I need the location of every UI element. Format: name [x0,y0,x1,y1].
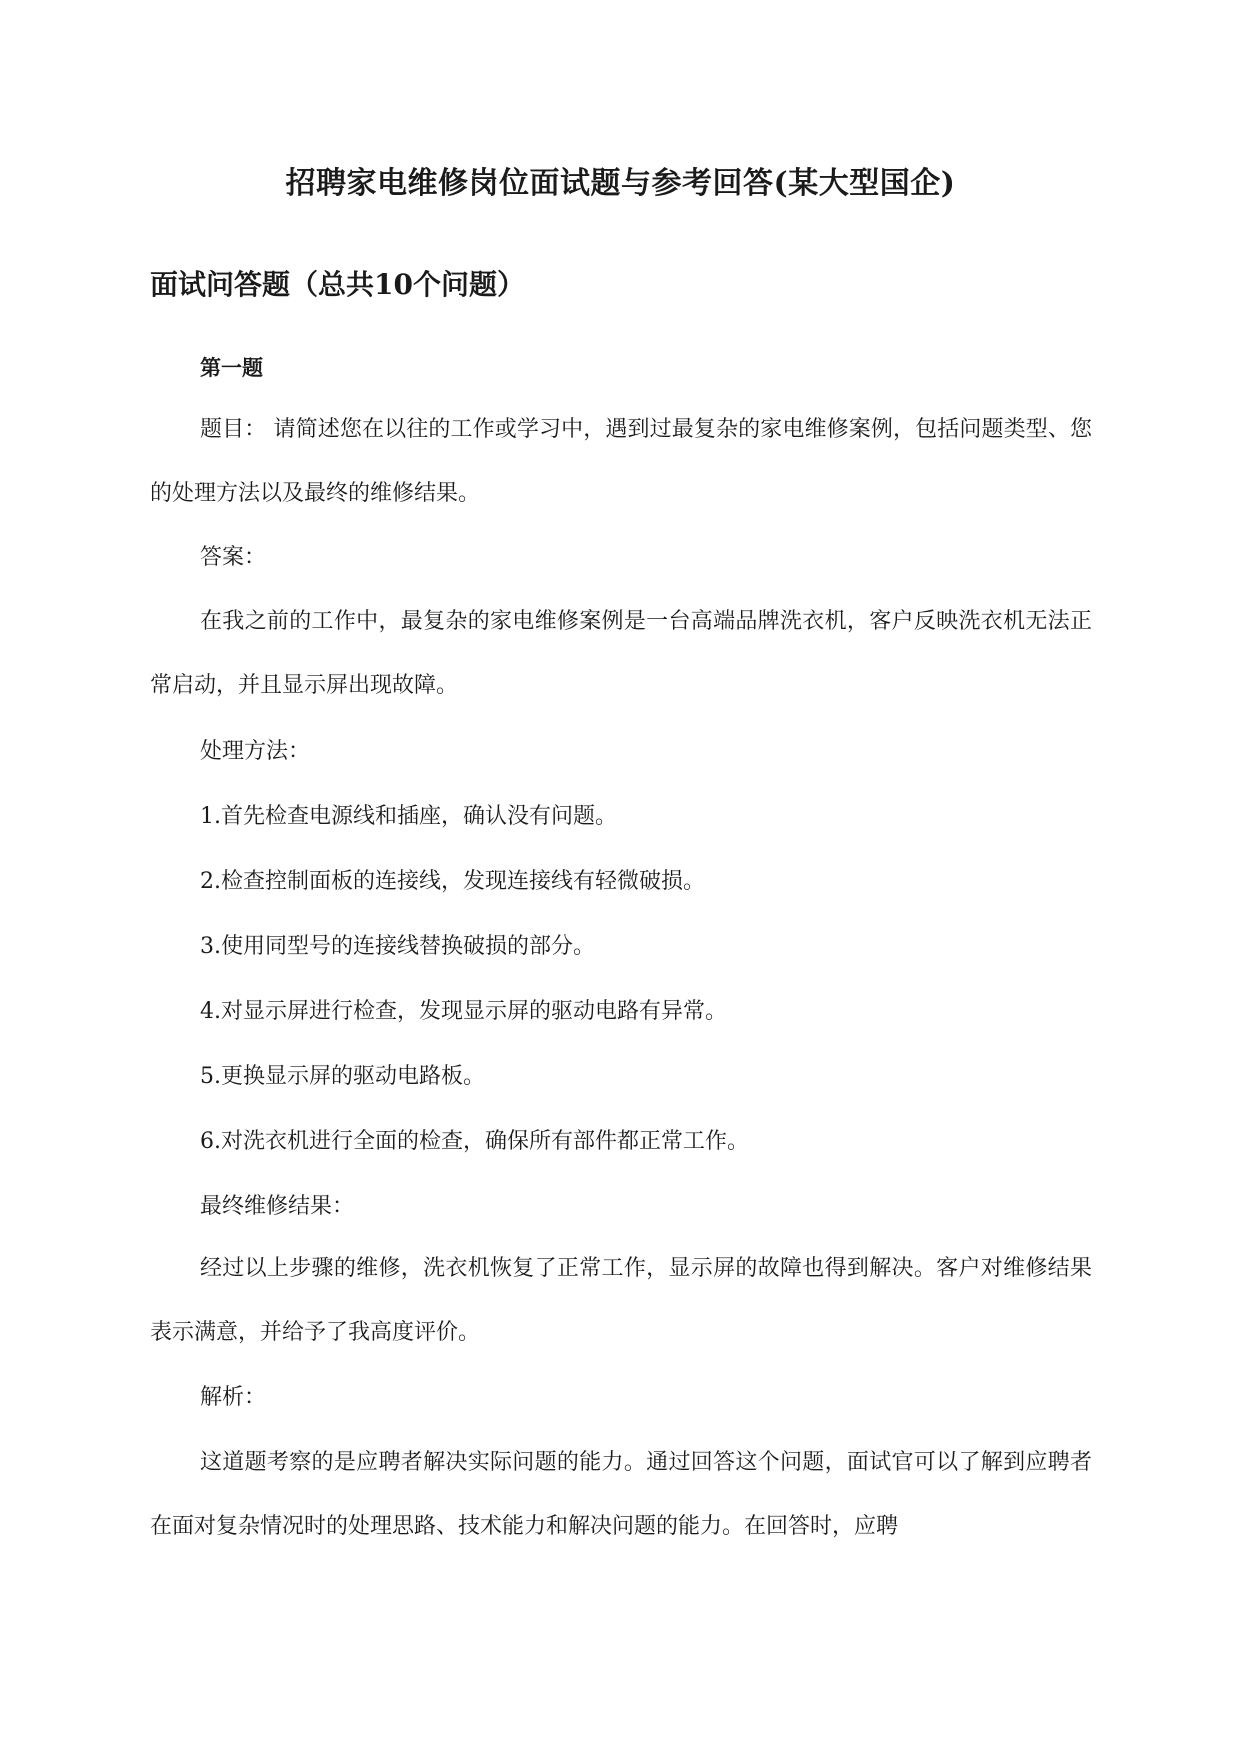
analysis-label: 解析： [200,1385,267,1410]
section-heading: 面试问答题（总共10个问题） [150,268,525,301]
step-item: 2.检查控制面板的连接线，发现连接线有轻微破损。 [200,869,705,894]
document-title: 招聘家电维修岗位面试题与参考回答(某大型国企) [285,166,956,201]
answer-label: 答案： [200,545,267,570]
result-text: 经过以上步骤的维修，洗衣机恢复了正常工作，显示屏的故障也得到解决。客户对维修结果表示满意，并给予了我高度评价。 [150,1256,1092,1345]
step-item: 6.对洗衣机进行全面的检查，确保所有部件都正常工作。 [200,1129,749,1154]
question-prompt: 题目： 请简述您在以往的工作或学习中，遇到过最复杂的家电维修案例，包括问题类型、您的处理方法以及最终的维修结果。 [150,417,1092,506]
result-label: 最终维修结果： [200,1194,355,1219]
step-item: 4.对显示屏进行检查，发现显示屏的驱动电路有异常。 [200,999,727,1024]
answer-intro: 在我之前的工作中，最复杂的家电维修案例是一台高端品牌洗衣机，客户反映洗衣机无法正常启动，并且显示屏出现故障。 [150,609,1092,698]
analysis-text: 这道题考察的是应聘者解决实际问题的能力。通过回答这个问题，面试官可以了解到应聘者在面对复杂情况时的处理思路、技术能力和解决问题的能力。在回答时，应聘 [150,1450,1092,1539]
method-label: 处理方法： [200,739,311,764]
question-heading: 第一题 [200,355,263,380]
step-item: 1.首先检查电源线和插座，确认没有问题。 [200,804,617,829]
step-item: 3.使用同型号的连接线替换破损的部分。 [200,934,595,959]
step-item: 5.更换显示屏的驱动电路板。 [200,1064,485,1089]
